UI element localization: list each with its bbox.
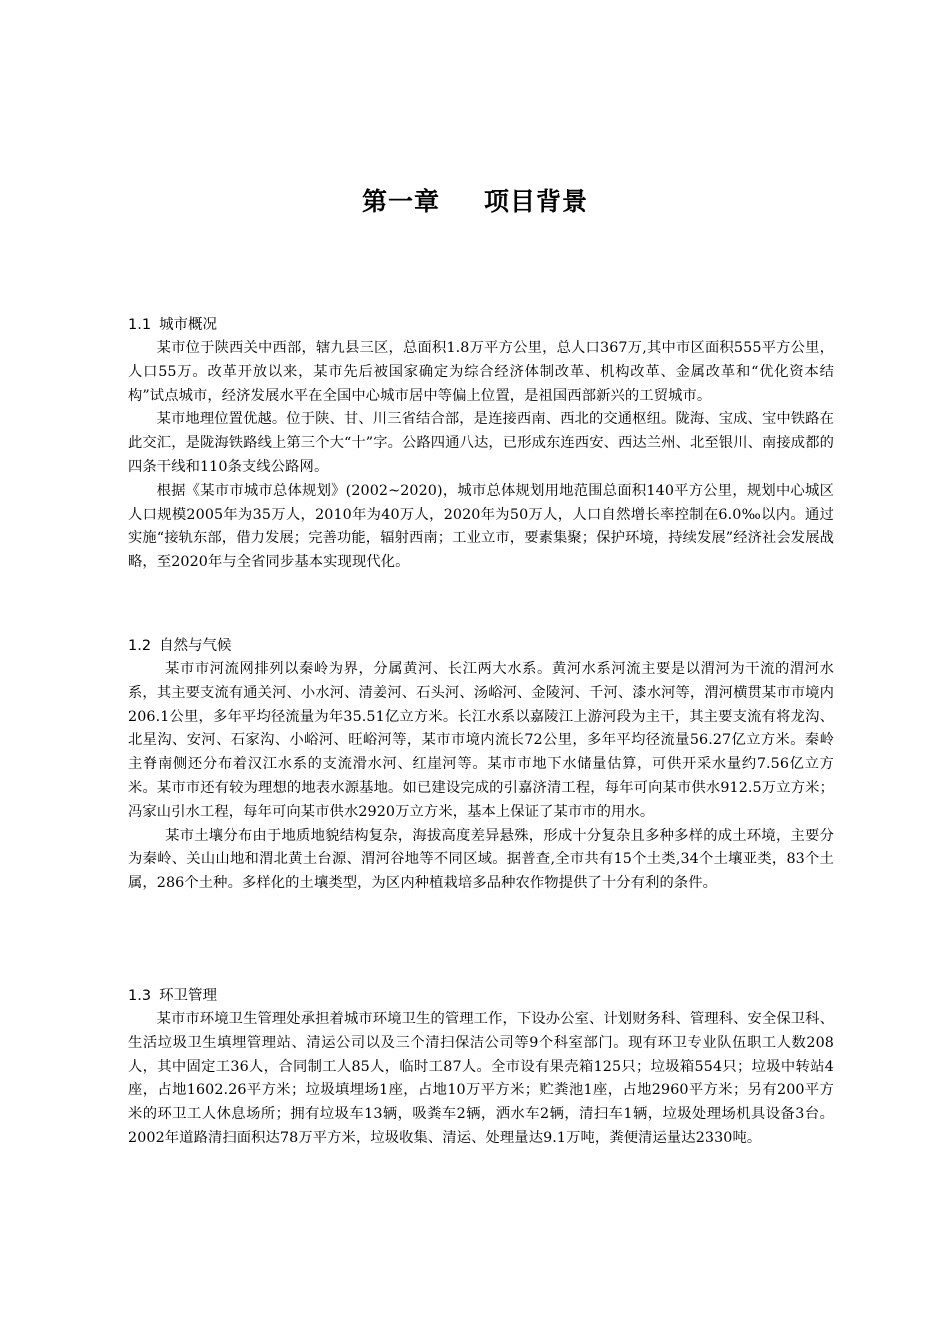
- paragraph: 某市地理位置优越。位于陕、甘、川三省结合部，是连接西南、西北的交通枢纽。陇海、宝成、宝中铁路在此交汇，是陇海铁路线上第三个大“十”字。公路四通八达，已形成东连西安、西达兰州、北至银川、南接成都的四条干线和110条支线公路网。: [128, 411, 834, 475]
- section-sanitation-management: [128, 986, 834, 1151]
- paragraph: 某市位于陕西关中西部，辖九县三区，总面积1.8万平方公里，总人口367万,其中市区面积555平方公里，人口55万。改革开放以来，某市先后被国家确定为综合经济体制改革、机构改革、金属改革和“优化资本结构”试点城市，经济发展水平在全国中心城市居中等偏上位置，是祖国西部新兴的工贸城市。: [128, 340, 834, 404]
- section-number: 1.3: [128, 988, 152, 1004]
- section-title: 自然与气候: [159, 638, 232, 654]
- paragraph: 根据《某市市城市总体规划》(2002~2020)，城市总体规划用地范围总面积140平方公里，规划中心城区人口规模2005年为35万人，2010年为40万人，2020年为50万人，人口自然增长率控制在6.0‰以内。通过实施“接轨东部，借力发展；完善功能，辐射西南；工业立市，要素集聚；保护环境，持续发展”经济社会发展战略，至2020年与全省同步基本实现现代化。: [128, 482, 834, 571]
- section-nature-climate: [128, 636, 834, 896]
- paragraph: 某市土壤分布由于地质地貌结构复杂，海拔高度差异悬殊，形成十分复杂且多种多样的成土环境，主要分为秦岭、关山山地和渭北黄土台源、渭河谷地等不同区域。据普查,全市共有15个土类,34个土壤亚类，83个土属，286个土种。多样化的土壤类型，为区内种植栽培多品种农作物提供了十分有利的条件。: [128, 827, 834, 892]
- chapter-title-text: 项目背景: [484, 187, 589, 216]
- section-heading: [128, 315, 834, 335]
- section-number: 1.1: [128, 317, 152, 333]
- section-heading: [128, 636, 834, 656]
- paragraph: 某市市环境卫生管理处承担着城市环境卫生的管理工作，下设办公室、计划财务科、管理科、安全保卫科、生活垃圾卫生填埋管理站、清运公司以及三个清扫保洁公司等9个科室部门。现有环卫专业队伍职工人数208人，其中固定工36人，合同制工人85人，临时工87人。全市设有果壳箱125只；垃圾箱554只；垃圾中转站4座，占地1602.26平方米；垃圾填埋场1座，占地10万平方米；贮粪池1座，占地2960平方米；另有200平方米的环卫工人休息场所；拥有垃圾车13辆，吸粪车2辆，洒水车2辆，清扫车1辆，垃圾处理场机具设备3台。2002年道路清扫面积达78万平方米，垃圾收集、清运、处理量达9.1万吨，粪便清运量达2330吨。: [128, 1011, 834, 1146]
- section-title: 城市概况: [159, 317, 218, 333]
- section-city-overview: [128, 315, 834, 575]
- chapter-title: [0, 182, 950, 218]
- section-title: 环卫管理: [159, 988, 218, 1004]
- paragraph: 某市市河流网排列以秦岭为界，分属黄河、长江两大水系。黄河水系河流主要是以渭河为干流的渭河水系，其主要支流有通关河、小水河、清姜河、石头河、汤峪河、金陵河、千河、漆水河等，渭河横贯某市市境内206.1公里，多年平均径流量为年35.51亿立方米。长江水系以嘉陵江上游河段为主干，其主要支流有将龙沟、北星沟、安河、石家沟、小峪河、旺峪河等，某市市境内流长72公里，多年平均径流量56.27亿立方米。秦岭主脊南侧还分布着汉江水系的支流滑水河、红崖河等。某市市地下水储量估算，可供开采水量约7.56亿立方米。某市市还有较为理想的地表水源基地。如已建设完成的引嘉济清工程，每年可向某市供水912.5万立方米；冯家山引水工程，每年可向某市供水2920万立方米，基本上保证了某市市的用水。: [128, 661, 834, 820]
- section-heading: [128, 986, 834, 1006]
- section-number: 1.2: [128, 638, 152, 654]
- chapter-number: 第一章: [361, 187, 440, 216]
